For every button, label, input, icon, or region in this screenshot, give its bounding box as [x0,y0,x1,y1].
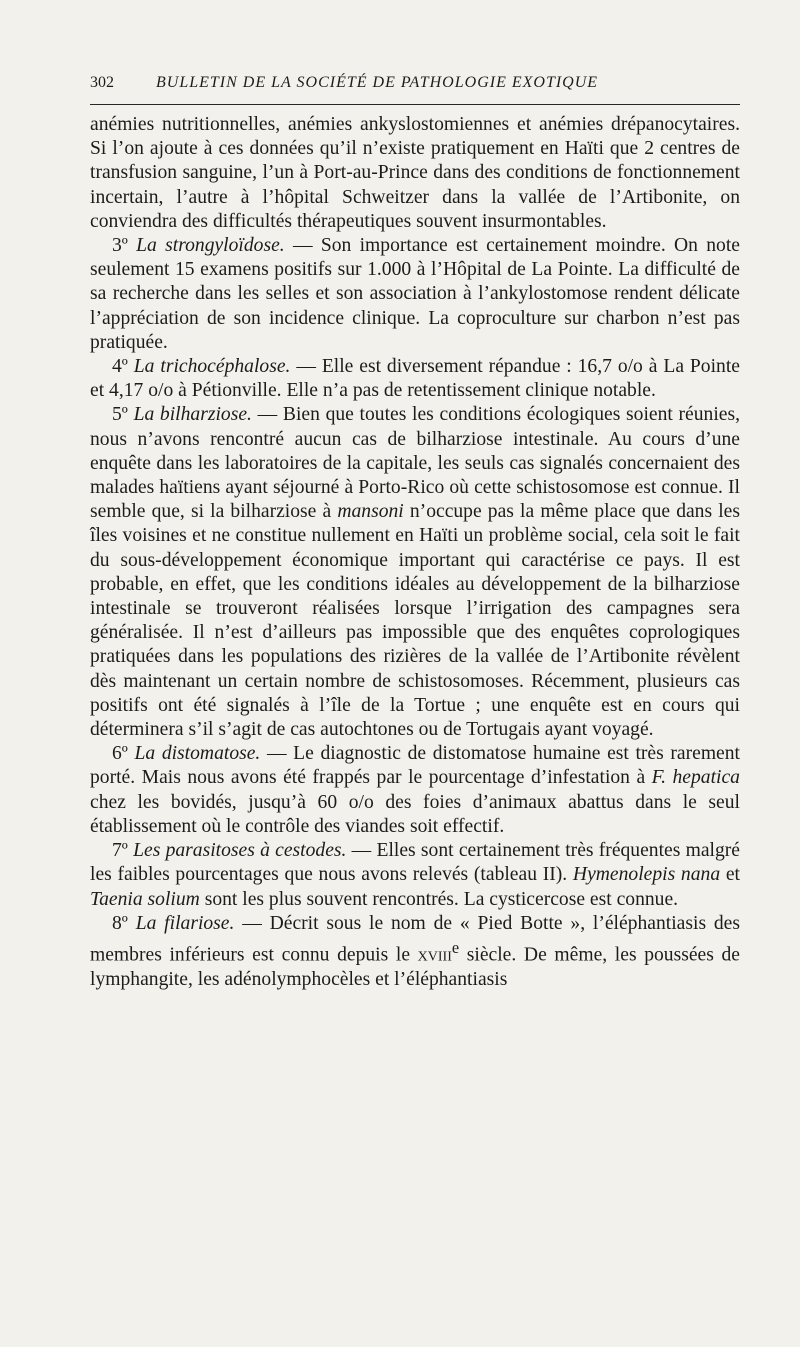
paragraph-trichocephalose [90,355,740,403]
section-text: siècle. De même, les poussées de lymphangite, les adénolymphocèles et l’éléphantiasis [90,944,740,990]
running-header [90,74,740,104]
section-text: — Elle est diversement répandue : 16,7 o/o à La Pointe et 4,17 o/o à Pétionville. Elle n’a pas de retentissement clinique notable. [90,356,740,402]
section-text: — Son importance est certainement moindre. On note seulement 15 examens positifs sur 1.000 à l’Hôpital de La Pointe. La difficulté de sa recherche dans les selles et son association à l’ankylostomose rendent délicate l’appréciation de son incidence clinique. La coproculture sur charbon n’est pas pratiquée. [90,235,740,353]
section-title: Les parasitoses à cestodes. [133,840,347,862]
section-number: 8º [112,912,128,934]
paragraph-distomatose [90,742,740,839]
species-name: Hymenolepis nana [572,864,721,886]
species-name: F. hepatica [651,767,740,789]
section-text: chez les bovidés, jusqu’à 60 o/o des foies d’animaux abattus dans le seul établissement où le contrôle des viandes soit effectif. [90,791,740,837]
species-name: mansoni [337,501,404,523]
section-number: 4º [112,356,128,378]
section-title: La filariose. [135,912,235,934]
section-text: — Le diagnostic de distomatose humaine est très rarement porté. Mais nous avons été frappés par le pourcentage d’infestation à [90,743,740,789]
section-text: — Décrit sous le nom de « Pied Botte », l’éléphantiasis des membres inférieurs est connu depuis le [90,912,740,966]
paragraph-filariose [90,912,740,992]
section-number: 5º [112,404,128,426]
section-text: — Bien que toutes les conditions écologiques soient réunies, nous n’avons rencontré aucun cas de bilharziose intestinale. Au cours d’une enquête dans les laboratoires de la capitale, les seuls cas signalés concernaient des malades haïtiens ayant séjourné à Porto-Rico où cette schistosomose est connue. Il semble que, si la bilharziose à [90,404,740,523]
section-text: et [720,864,740,886]
section-number: 7º [112,840,128,862]
page-number: 302 [90,74,114,91]
section-number: 3º [112,235,128,257]
paragraph-cestodes [90,839,740,912]
section-text: n’occupe pas la même place que dans les îles voisines et ne constitue nullement en Haïti un problème social, cela soit le fait du sous-développement économique important qui caractérise ce pays. Il est probable, en effet, que les conditions idéales au développement de la bilharziose intestinale se trouveront réalisées lorsque l’irrigation des campagnes sera généralisée. Il n’est d’ailleurs pas impossible que des enquêtes coprologiques pratiquées dans les populations des rizières de la vallée de l’Artibonite révèlent dès maintenant un certain nombre de schistosomoses. Récemment, plusieurs cas positifs ont été signalés à l’île de la Tortue ; une enquête est en cours qui déterminera s’il s’agit de cas autochtones ou de Tortugais ayant voyagé. [90,501,740,741]
section-text: — Elles sont certainement très fréquentes malgré les faibles pourcentages que nous avons relevés (tableau II). [90,840,741,886]
section-number: 6º [112,743,128,765]
article-body [90,113,740,992]
section-title: La bilharziose. [133,404,252,426]
header-rule [90,104,740,105]
section-title: La strongyloïdose. [136,235,285,257]
section-title: La distomatose. [134,743,261,765]
paragraph-strongyloidose [90,234,740,355]
paragraph-anemies: anémies nutritionnelles, anémies ankyslostomiennes et anémies drépanocytaires. Si l’on ajoute à ces données qu’il n’existe pratiquement en Haïti que 2 centres de transfusion sanguine, l’un à Port-au-Prince dans des conditions de fonctionnement incertain, l’autre à l’hôpital Schweitzer dans la vallée de l’Artibonite, on conviendra des difficultés thérapeutiques souvent insurmontables. [90,114,740,232]
century-superscript: e [451,937,460,957]
section-text: sont les plus souvent rencontrés. La cysticercose est connue. [199,888,679,910]
century-numeral: xviii [417,944,452,966]
page [90,74,740,992]
section-title: La trichocéphalose. [133,356,291,378]
running-title: BULLETIN DE LA SOCIÉTÉ DE PATHOLOGIE EXOTIQUE [156,74,599,91]
paragraph-bilharziose [90,403,740,742]
species-name: Taenia solium [90,888,200,910]
